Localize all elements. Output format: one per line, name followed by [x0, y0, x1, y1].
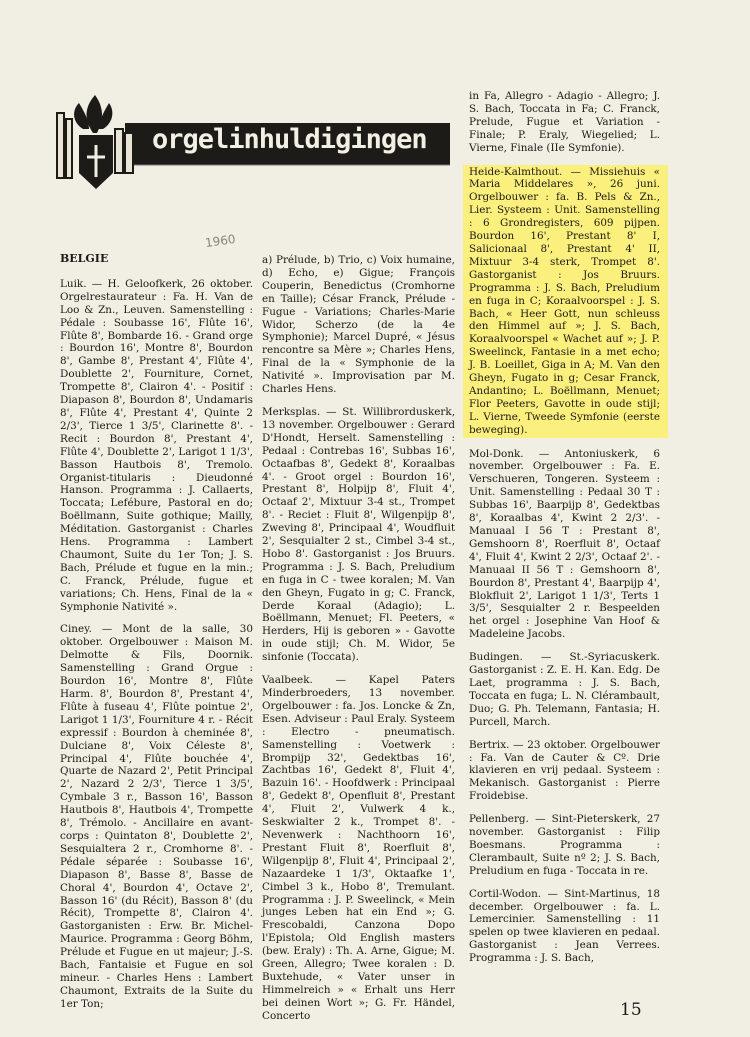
entry-ciney: Ciney. — Mont de la salle, 30 oktober. Orgelbouwer : Maison M. Delmotte & Fils, Doornik. Samenstelling : Grand Orgue : Bourdon 16', Montre 8', Flûte Harm. 8', Bourdon 8', Prestant 4', Flûte à fuseau 4', Flûte pointue 2', Larigot 1 1/3', Fourniture 4 r. - Récit expressif : Bourdon à cheminée 8', Dulciane 8', Voix Céleste 8', Principal 4', Flûte bouchée 4', Quarte de Nazard 2', Petit Principal 2', Nazard 2 2/3', Tierce 1 3/5', Cymbale 3 r., Basson 16', Basson Hautbois 8', Hautbois 4', Trompette 8', Trémolo. - Ancillaire en avant-corps : Quintaton 8', Doublette 2', Sesquialtera 2 r., Cromhorne 8'. - Pédale séparée : Soubasse 16', Diapason 8', Basse 8', Basse de Choral 4', Bourdon 4', Octave 2', Basson 16' (du Récit), Basson 8' (du Récit), Trompette 8', Clairon 4'. Gastorganisten : Erw. Br. Michel-Maurice. Programma : Georg Böhm, Prélude et Fugue en ut majeur; J.-S. Bach, Fantaisie et Fugue en sol mineur. - Charles Hens : Lambert Chaumont, Extraits de la Suite du 1er Ton;	[60, 623, 253, 1010]
entry-vaalbeek: Vaalbeek. — Kapel Paters Minderbroeders, 13 november. Orgelbouwer : fa. Jos. Loncke & Zn, Esen. Adviseur : Paul Eraly. Systeem : Electro - pneumatisch. Samenstelling : Voetwerk : Brompijp 32', Gedektbas 16', Zachtbas 16', Gedekt 8', Fluit 4', Bazuin 16'. - Hoofdwerk : Principaal 8', Gedekt 8', Openfluit 8', Prestant 4', Fluit 2', Vulwerk 4 k., Seskwialter 2 k., Trompet 8'. - Nevenwerk : Nachthoorn 16', Prestant Fluit 8', Roerfluit 8', Wilgenpijp 8', Fluit 4', Principaal 2', Nazaardeke 1 1/3', Oktaafke 1', Cimbel 3 k., Hobo 8', Tremulant. Programma : J. P. Sweelinck, « Mein junges Leben hat ein End »; G. Frescobaldi, Canzona Dopo l'Epistola; Old English masters (bew. Eraly) : Th. A. Arne, Gigue; M. Green, Allegro; Twee koralen : D. Buxtehude, « Vater unser in Himmelreich » « Erhalt uns Herr bei deinen Wort »; G. Fr. Händel, Concerto	[262, 674, 455, 1022]
page-number: 15	[620, 1000, 642, 1020]
entry-pellenberg: Pellenberg. — Sint-Pieterskerk, 27 november. Gastorganist : Filip Boesmans. Programma : Clerambault, Suite nº 2; J. S. Bach, Preludium en fuga - Toccata in re.	[469, 813, 660, 877]
entry-merksplas: Merksplas. — St. Willibrorduskerk, 13 november. Orgelbouwer : Gerard D'Hondt, Herselt. Samenstelling : Pedaal : Contrebas 16', Subbas 16', Octaafbas 8', Gedekt 8', Koraalbas 4'. - Groot orgel : Bourdon 16', Prestant 8', Holpijp 8', Fluit 4', Octaaf 2', Mixtuur 3-4 st., Trompet 8'. - Reciet : Fluit 8', Wilgenpijp 8', Zweving 8', Principaal 4', Woudfluit 2', Sesquialter 2 st., Cimbel 3-4 st., Hobo 8'. Gastorganist : Jos Bruurs. Programma : J. S. Bach, Preludium en fuga in C - twee koralen; M. Van den Gheyn, Fugato in g; C. Franck, Derde Koraal (Adagio); L. Boëllmann, Menuet; Fl. Peeters, « Herders, Hij is geboren » - Gavotte in oude stijl; Ch. M. Widor, 5e sinfonie (Toccata).	[262, 405, 455, 664]
entry-cortil-wodon: Cortil-Wodon. — Sint-Martinus, 18 december. Orgelbouwer : fa. L. Lemercinier. Samenstelling : 11 spelen op twee klavieren en pedaal. Gastorganist : Jean Verrees. Programma : J. S. Bach,	[469, 887, 660, 965]
banner-title: orgelinhuldigingen	[152, 124, 427, 155]
entry-heide-kalmthout-highlighted: Heide-Kalmthout. — Missiehuis « Maria Middelares », 26 juni. Orgelbouwer : fa. B. Pels & Zn., Lier. Systeem : Unit. Samenstelling : 6 Grondregisters, 609 pijpen. Bourdon 16', Prestant 8' I, Salicionaal 8', Prestant 4' II, Mixtuur 3-4 sterk, Trompet 8'. Gastorganist : Jos Bruurs. Programma : J. S. Bach, Preludium en fuga in C; Koraalvoorspel : J. S. Bach, « Heer Gott, nun schleuss den Himmel auf »; J. S. Bach, Koraalvoorspel « Wachet auf »; J. P. Sweelinck, Fantasie in a met echo; J. B. Loeillet, Giga in A; M. Van den Gheyn, Fugato in g; Cesar Franck, Andantino; L. Boëllmann, Menuet; Flor Peeters, Gavotte in oude stijl; L. Vierne, Tweede Symfonie (eerste beweging).	[463, 165, 668, 438]
right-column	[469, 90, 660, 975]
left-column	[60, 253, 253, 1021]
entry-ciney-continued: a) Prélude, b) Trio, c) Voix humaine, d) Echo, e) Gigue; François Couperin, Benedictus (Cromhorne en Taille); César Franck, Prélude - Fugue - Variations; Charles-Marie Widor, Scherzo (de la 4e Symphonie); Marcel Dupré, « Jésus rencontre sa Mère »; Charles Hens, Final de la « Symphonie de la Nativité ». Improvisation par M. Charles Hens.	[262, 254, 455, 396]
entry-budingen: Budingen. — St.-Syriacuskerk. Gastorganist : Z. E. H. Kan. Edg. De Laet, programma : J. S. Bach, Toccata en fuga; L. N. Clérambault, Duo; G. Ph. Telemann, Fantasia; H. Purcell, March.	[469, 651, 660, 728]
entry-bertrix: Bertrix. — 23 oktober. Orgelbouwer : Fa. Van de Cauter & Cº. Drie klavieren en vrij pedaal. Systeem : Mekanisch. Gastorganist : Pierre Froidebise.	[469, 738, 660, 803]
pencil-annotation: 1960	[204, 231, 237, 251]
entry-vaalbeek-continued: in Fa, Allegro - Adagio - Allegro; J. S. Bach, Toccata in Fa; C. Franck, Prelude, Fugue et Variation - Finale; P. Eraly, Wiegelied; L. Vierne, Finale (IIe Symfonie).	[469, 90, 660, 154]
country-heading: BELGIE	[60, 252, 109, 265]
entry-luik: Luik. — H. Geloofkerk, 26 oktober. Orgelrestaurateur : Fa. H. Van de Loo & Zn., Leuven. Samenstelling : Pédale : Soubasse 16', Flûte 16', Flûte 8', Bombarde 16. - Grand orge : Bourdon 16', Montre 8', Bourdon 8', Gambe 8', Prestant 4', Flûte 4', Doublette 2', Fourniture, Cornet, Trompette 8', Clairon 4'. - Positif : Diapason 8', Bourdon 8', Undamaris 8', Flûte 4', Prestant 4', Quinte 2 2/3', Tierce 1 3/5', Clarinette 8'. - Recit : Bourdon 8', Prestant 4', Flûte 4', Doublette 2', Larigot 1 1/3', Basson Hautbois 8', Tremolo. Organist-titularis : Dieudonné Hanson. Programma : J. Callaerts, Toccata; Lefébure, Pastoral en do; Boëllmann, Suite gothique; Mailly, Méditation. Gastorganist : Charles Hens. Programma : Lambert Chaumont, Suite du 1er Ton; J. S. Bach, Prélude et fugue en la min.; C. Franck, Prélude, fugue et variations; Ch. Hens, Final de la « Symphonie Nativité ».	[60, 277, 253, 613]
middle-column	[262, 254, 455, 1033]
entry-mol-donk: Mol-Donk. — Antoniuskerk, 6 november. Orgelbouwer : Fa. E. Verschueren, Tongeren. Systeem : Unit. Samenstelling : Pedaal 30 T : Subbas 16', Baarpijp 8', Gedektbas 8', Koraalbas 4', Kwint 2 2/3'. - Manuaal I 56 T : Prestant 8', Gemshoorn 8', Roerfluit 8', Octaaf 4', Fluit 4', Kwint 2 2/3', Octaaf 2'. - Manuaal II 56 T : Gemshoorn 8', Bourdon 8', Prestant 4', Baarpijp 4', Blokfluit 2', Larigot 1 1/3', Terts 1 3/5', Sesquialter 2 r. Bespeelden het orgel : Josephine Van Hoof & Madeleine Jacobs.	[469, 447, 660, 641]
